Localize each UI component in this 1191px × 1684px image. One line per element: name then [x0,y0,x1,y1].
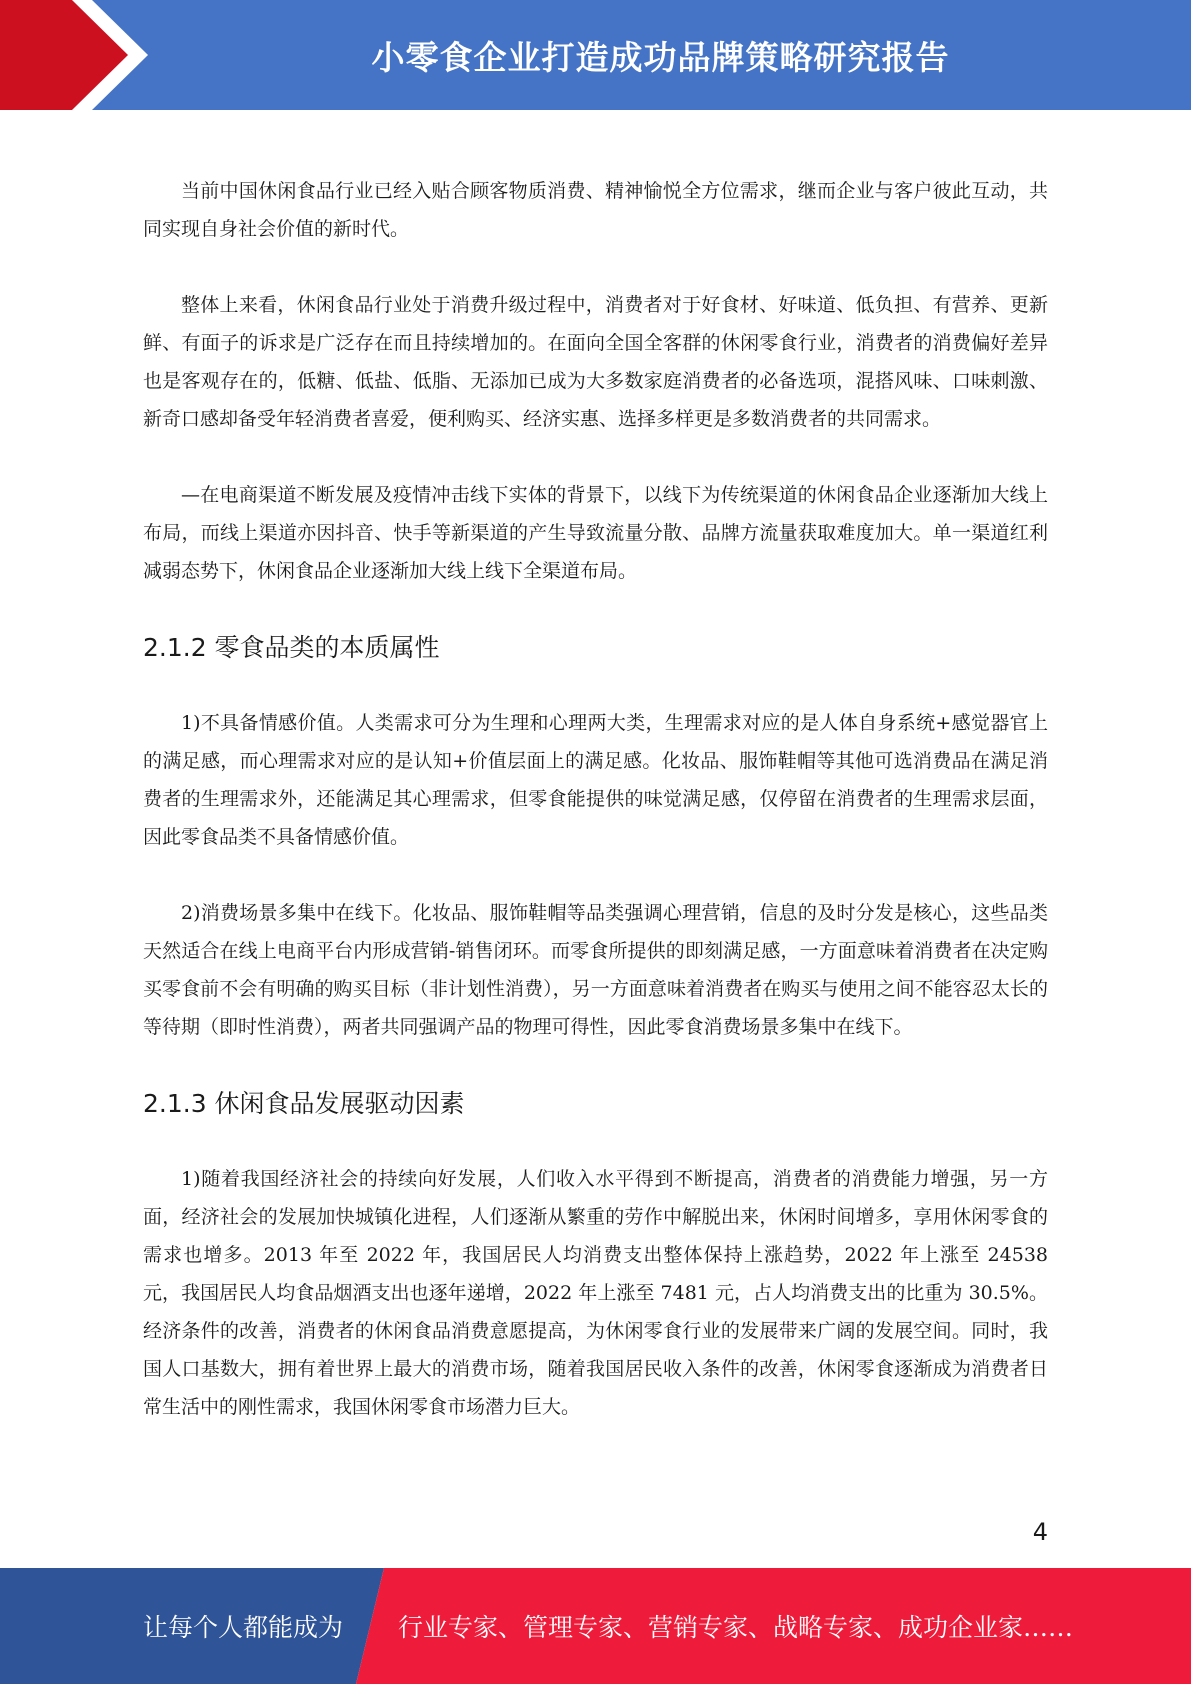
footer-slogan-left: 让每个人都能成为 [143,1613,344,1642]
section-heading: 2.1.3 休闲食品发展驱动因素 [143,1089,465,1118]
paragraph: —在电商渠道不断发展及疫情冲击线下实体的背景下，以线下为传统渠道的休闲食品企业逐渐加大线上布局，而线上渠道亦因抖音、快手等新渠道的产生导致流量分散、品牌方流量获取难度加大。单一渠道红利减弱态势下，休闲食品企业逐渐加大线上线下全渠道布局。 [143,484,1048,582]
page-footer [0,1568,1191,1684]
page-number: 4 [1032,1518,1048,1546]
paragraph: 2)消费场景多集中在线下。化妆品、服饰鞋帽等品类强调心理营销，信息的及时分发是核心，这些品类天然适合在线上电商平台内形成营销-销售闭环。而零食所提供的即刻满足感，一方面意味着消费者在决定购买零食前不会有明确的购买目标（非计划性消费），另一方面意味着消费者在购买与使用之间不能容忍太长的等待期（即时性消费），两者共同强调产品的物理可得性，因此零食消费场景多集中在线下。 [143,902,1048,1038]
main-content [143,172,1048,1426]
document-title: 小零食企业打造成功品牌策略研究报告 [371,37,950,77]
paragraph: 整体上来看，休闲食品行业处于消费升级过程中，消费者对于好食材、好味道、低负担、有营养、更新鲜、有面子的诉求是广泛存在而且持续增加的。在面向全国全客群的休闲零食行业，消费者的消费偏好差异也是客观存在的，低糖、低盐、低脂、无添加已成为大多数家庭消费者的必备选项，混搭风味、口味刺激、新奇口感却备受年轻消费者喜爱，便利购买、经济实惠、选择多样更是多数消费者的共同需求。 [143,294,1048,430]
paragraph: 1)不具备情感价值。人类需求可分为生理和心理两大类，生理需求对应的是人体自身系统+感觉器官上的满足感，而心理需求对应的是认知+价值层面上的满足感。化妆品、服饰鞋帽等其他可选消费品在满足消费者的生理需求外，还能满足其心理需求，但零食能提供的味觉满足感，仅停留在消费者的生理需求层面，因此零食品类不具备情感价值。 [143,712,1048,848]
page-header [0,0,1191,110]
paragraph: 1)随着我国经济社会的持续向好发展，人们收入水平得到不断提高，消费者的消费能力增强，另一方面，经济社会的发展加快城镇化进程，人们逐渐从繁重的劳作中解脱出来，休闲时间增多，享用休闲零食的需求也增多。2013 年至 2022 年，我国居民人均消费支出整体保持上涨趋势，2022 年上涨至 24538 元，我国居民人均食品烟酒支出也逐年递增，2022 年上涨至 7481 元，占人均消费支出的比重为 30.5%。经济条件的改善，消费者的休闲食品消费意愿提高，为休闲零食行业的发展带来广阔的发展空间。同时，我国人口基数大，拥有着世界上最大的消费市场，随着我国居民收入条件的改善，休闲零食逐渐成为消费者日常生活中的刚性需求，我国休闲零食市场潜力巨大。 [143,1168,1048,1418]
section-heading: 2.1.2 零食品类的本质属性 [143,633,440,662]
footer-slogan-right: 行业专家、管理专家、营销专家、战略专家、成功企业家…… [398,1613,1074,1642]
paragraph: 当前中国休闲食品行业已经入贴合顾客物质消费、精神愉悦全方位需求，继而企业与客户彼此互动，共同实现自身社会价值的新时代。 [143,180,1048,240]
